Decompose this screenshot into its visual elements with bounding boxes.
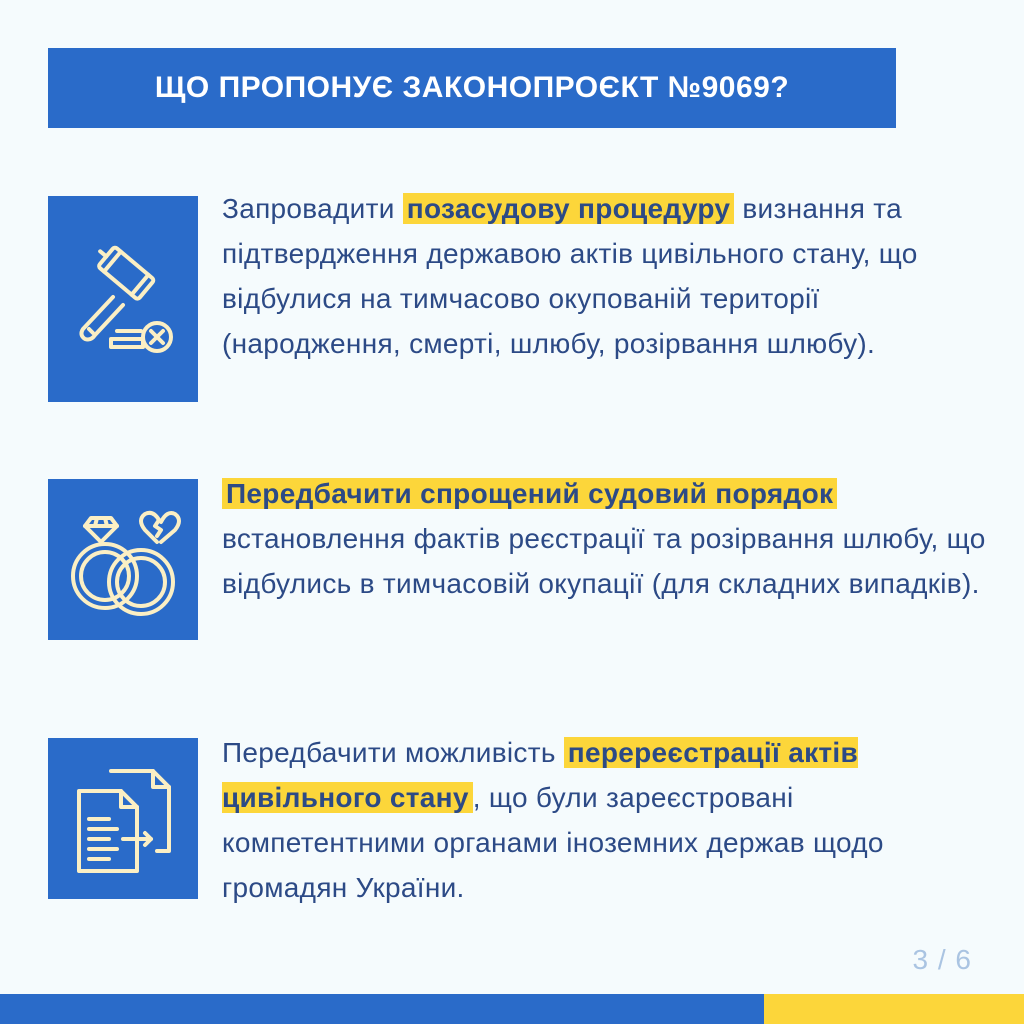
wedding-rings-broken-heart-icon	[61, 498, 185, 622]
bottom-bar-blue	[0, 994, 764, 1024]
item-1-icon-box	[48, 196, 198, 402]
item-2-icon-box	[48, 479, 198, 640]
documents-transfer-icon	[61, 757, 185, 881]
page-title: ЩО ПРОПОНУЄ ЗАКОНОПРОЄКТ №9069?	[154, 71, 790, 104]
item-3-text-after: , що були зареєстровані компетентними органами іноземних держав щодо громадян України.	[222, 782, 884, 903]
item-2-highlight: Передбачити спрощений судовий порядок	[222, 478, 837, 509]
page-indicator: 3 / 6	[912, 944, 972, 975]
bottom-bar-yellow	[764, 994, 1024, 1024]
item-1-text-before: Запровадити	[222, 193, 403, 224]
item-1-text-after: визнання та підтвердження державою актів цивільного стану, що відбулися на тимчасово окупованій території (народження, смерті, шлюбу, розірвання шлюбу).	[222, 193, 918, 359]
item-1-text	[222, 186, 992, 366]
title-banner	[48, 48, 896, 128]
item-2-text	[222, 471, 992, 606]
item-3-highlight: перереєстрації актів цивільного стану	[222, 737, 858, 813]
item-3-icon-box	[48, 738, 198, 899]
gavel-cross-icon	[61, 237, 185, 361]
item-3-text	[222, 730, 992, 910]
item-1-highlight: позасудову процедуру	[403, 193, 735, 224]
item-2-text-after: встановлення фактів реєстрації та розірвання шлюбу, що відбулись в тимчасовій окупації (для складних випадків).	[222, 523, 986, 599]
item-3-text-before: Передбачити можливість	[222, 737, 564, 768]
